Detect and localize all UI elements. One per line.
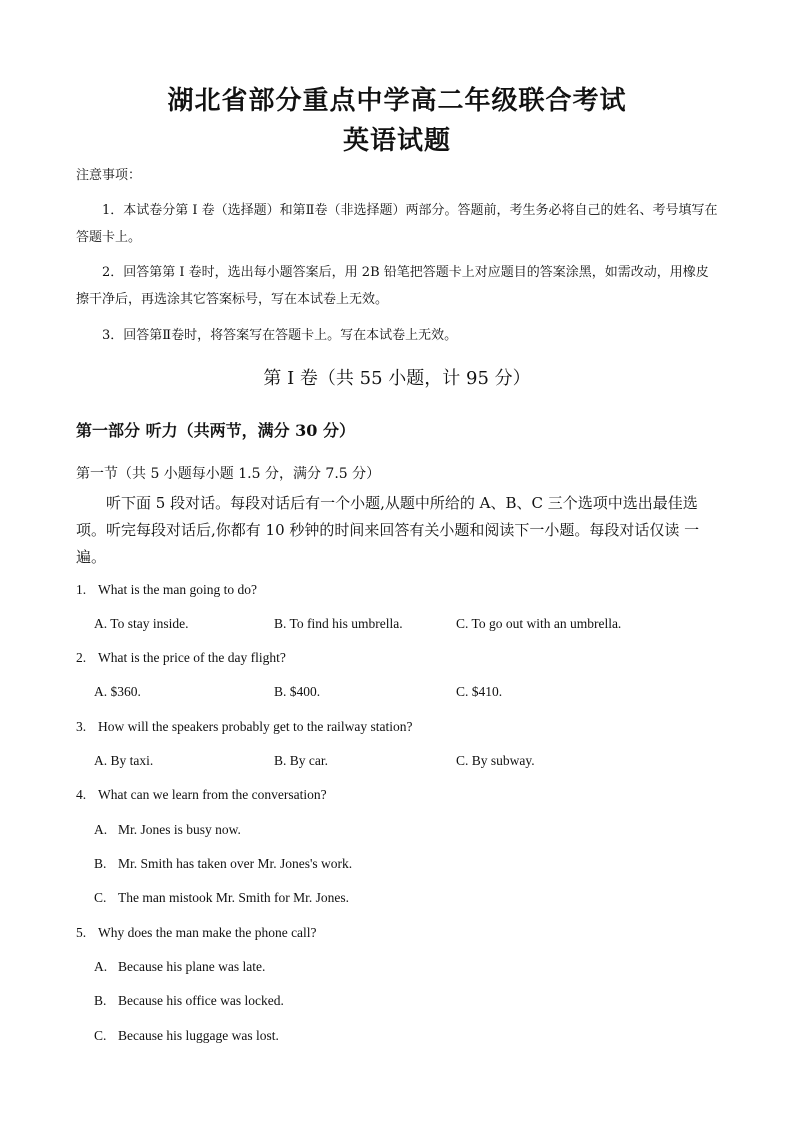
q4-option-a (94, 822, 241, 838)
question-text: What is the man going to do? (98, 582, 257, 597)
q3-option-b (274, 753, 328, 769)
q1-option-b (274, 616, 403, 632)
question-text: What can we learn from the conversation? (98, 787, 327, 802)
option-letter: C. (456, 616, 469, 631)
notice-item-2-text: 2．回答第第 I 卷时，选出每小题答案后，用 2B 铅笔把答题卡上对应题目的答案涂黑，如需改动，用橡皮擦干净后，再选涂其它答案标号，写在本试卷上无效。 (76, 265, 709, 307)
section1-instructions-text: 听下面 5 段对话。每段对话后有一个小题,从题中所给的 A、B、C 三个选项中选出最佳选项。听完每段对话后,你都有 10 秒钟的时间来回答有关小题和阅读下一小题。每段对话仅读 一遍。 (76, 494, 700, 566)
q5-option-a (94, 959, 265, 975)
q1-option-a (94, 616, 188, 632)
question-3 (76, 719, 413, 735)
q4-option-c (94, 890, 349, 906)
option-letter: B. (94, 993, 107, 1008)
option-letter: B. (274, 753, 287, 768)
option-text: $410. (471, 684, 503, 699)
option-text: Mr. Smith has taken over Mr. Jones's work. (118, 856, 353, 871)
question-number: 5. (76, 925, 87, 940)
question-number: 4. (76, 787, 87, 802)
q2-option-c (456, 684, 502, 700)
q1-option-c (456, 616, 621, 632)
option-letter: B. (274, 684, 287, 699)
section1-title: 第一节（共 5 小题每小题 1.5 分，满分 7.5 分） (76, 466, 381, 482)
q2-option-a (94, 684, 141, 700)
q2-option-b (274, 684, 320, 700)
notice-item-3-text: 3．回答第Ⅱ卷时，将答案写在答题卡上。写在本试卷上无效。 (102, 328, 458, 343)
question-4 (76, 787, 327, 803)
section1-instructions (76, 490, 722, 571)
question-text: How will the speakers probably get to the railway station? (98, 719, 413, 734)
question-1 (76, 582, 257, 598)
question-number: 1. (76, 582, 87, 597)
option-letter: A. (94, 616, 108, 631)
option-text: To go out with an umbrella. (471, 616, 622, 631)
option-text: Because his office was locked. (118, 993, 284, 1008)
notice-item-2 (76, 259, 720, 313)
option-text: $400. (289, 684, 321, 699)
option-letter: B. (274, 616, 287, 631)
option-text: Because his luggage was lost. (118, 1028, 279, 1043)
q3-option-a (94, 753, 153, 769)
notice-item-3 (76, 322, 720, 349)
option-letter: A. (94, 959, 108, 974)
q5-option-b (94, 993, 284, 1009)
option-text: $360. (110, 684, 141, 699)
part1-title: 第一部分 听力（共两节，满分 30 分） (76, 421, 355, 440)
question-text: What is the price of the day flight? (98, 650, 286, 665)
option-letter: A. (94, 684, 108, 699)
option-letter: C. (94, 890, 107, 905)
option-text: Mr. Jones is busy now. (118, 822, 241, 837)
option-letter: C. (456, 684, 469, 699)
q4-option-b (94, 856, 352, 872)
option-letter: B. (94, 856, 107, 871)
q5-option-c (94, 1028, 279, 1044)
option-text: Because his plane was late. (118, 959, 266, 974)
q3-option-c (456, 753, 535, 769)
option-text: By car. (289, 753, 329, 768)
question-number: 3. (76, 719, 87, 734)
question-number: 2. (76, 650, 87, 665)
option-letter: C. (94, 1028, 107, 1043)
option-letter: A. (94, 822, 108, 837)
option-text: The man mistook Mr. Smith for Mr. Jones. (118, 890, 349, 905)
question-2 (76, 650, 286, 666)
exam-title: 湖北省部分重点中学高二年级联合考试 (167, 86, 627, 116)
option-letter: A. (94, 753, 108, 768)
question-text: Why does the man make the phone call? (98, 925, 317, 940)
notice-item-1-text: 1．本试卷分第 I 卷（选择题）和第Ⅱ卷（非选择题）两部分。答题前，考生务必将自己的姓名、考号填写在答题卡上。 (76, 203, 718, 245)
notice-item-1 (76, 197, 720, 251)
option-text: To find his umbrella. (289, 616, 403, 631)
volume-title: 第 I 卷（共 55 小题，计 95 分） (263, 368, 531, 389)
option-letter: C. (456, 753, 469, 768)
question-5 (76, 925, 317, 941)
option-text: To stay inside. (110, 616, 189, 631)
notice-heading: 注意事项： (76, 168, 142, 183)
exam-subtitle: 英语试题 (342, 126, 451, 156)
option-text: By taxi. (110, 753, 154, 768)
option-text: By subway. (471, 753, 535, 768)
